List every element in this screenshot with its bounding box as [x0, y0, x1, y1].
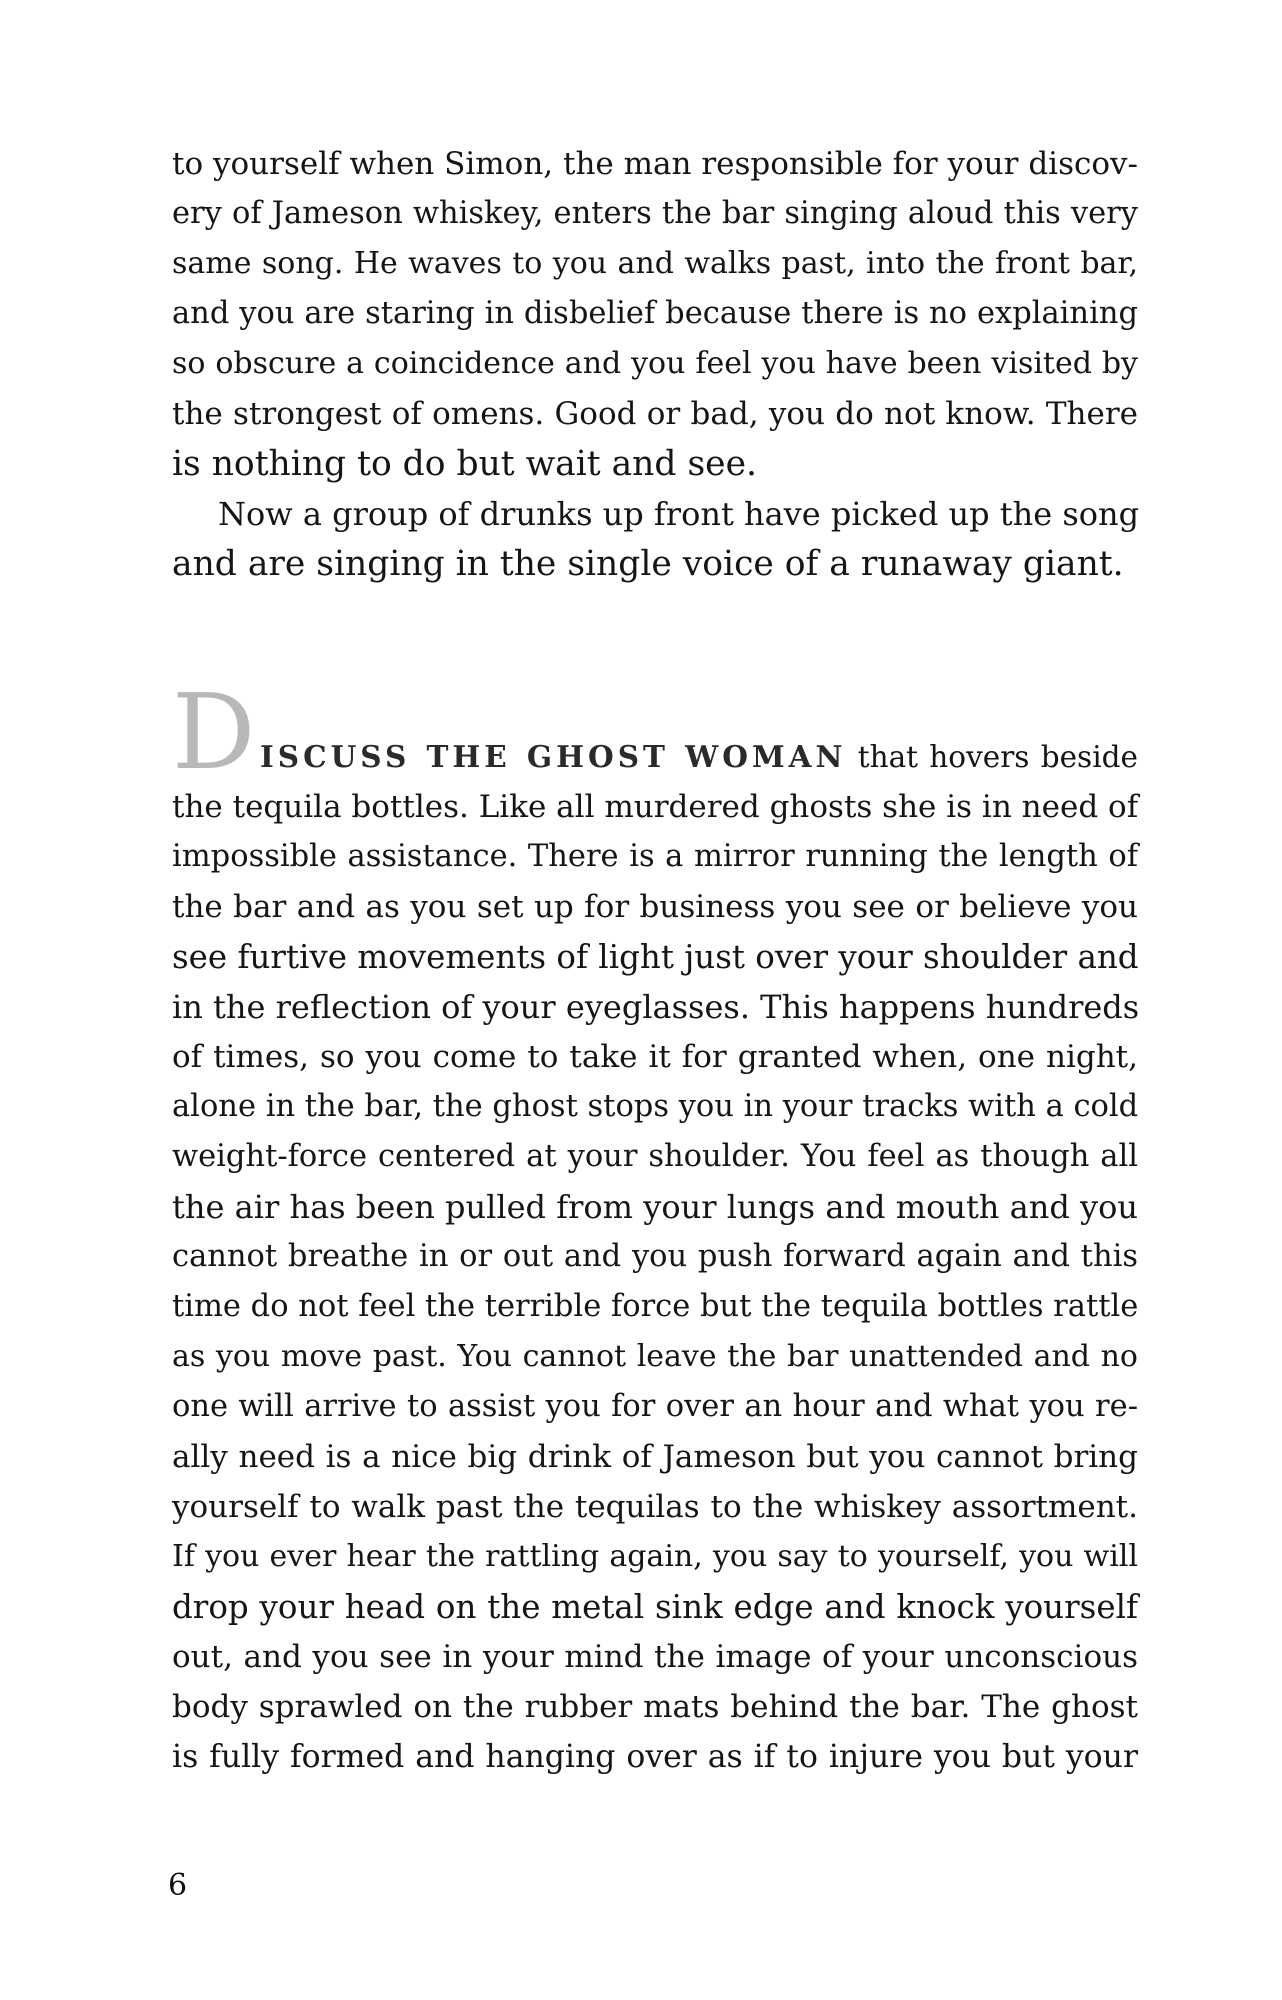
opening-line-rest: that hovers beside — [857, 740, 1138, 774]
text-line: ally need is a nice big drink of Jameson but you cannot bring — [172, 1439, 1138, 1475]
top-paragraphs — [172, 139, 1138, 589]
section-opening-line — [172, 732, 1138, 782]
text-line: yourself to walk past the tequilas to the whiskey assortment. — [172, 1489, 1138, 1525]
text-line: the tequila bottles. Like all murdered ghosts she is in need of — [172, 789, 1139, 825]
ghost-paragraph — [172, 732, 1138, 1782]
text-line: the strongest of omens. Good or bad, you do not know. There — [172, 396, 1138, 432]
text-line: body sprawled on the rubber mats behind the bar. The ghost — [172, 1689, 1138, 1725]
text-line: as you move past. You cannot leave the bar unattended and no — [172, 1339, 1138, 1374]
text-line: of times, so you come to take it for granted when, one night, — [172, 1039, 1138, 1075]
text-line: is fully formed and hanging over as if to injure you but your — [172, 1739, 1138, 1775]
text-line: ery of Jameson whiskey, enters the bar singing aloud this very — [172, 196, 1138, 231]
text-line: the air has been pulled from your lungs and mouth and you — [172, 1188, 1138, 1226]
text-line: the bar and as you set up for business you see or believe you — [172, 889, 1138, 925]
small-caps-lead: ISCUSS THE GHOST WOMAN — [260, 739, 847, 774]
page-number: 6 — [168, 1868, 188, 1903]
text-line: same song. He waves to you and walks past, into the front bar, — [172, 246, 1138, 281]
text-line: Now a group of drunks up front have picked up the song — [218, 495, 1140, 533]
drop-cap: D — [172, 671, 256, 793]
text-line: and are singing in the single voice of a runaway giant. — [172, 544, 1124, 584]
text-line: to yourself when Simon, the man responsible for your discov- — [172, 146, 1138, 182]
text-line: If you ever hear the rattling again, you say to yourself, you will — [172, 1539, 1138, 1574]
text-line: in the reflection of your eyeglasses. This happens hundreds — [172, 988, 1140, 1026]
text-line: out, and you see in your mind the image of your unconscious — [172, 1639, 1138, 1675]
text-line: so obscure a coincidence and you feel you have been visited by — [172, 346, 1138, 381]
text-line: time do not feel the terrible force but the tequila bottles rattle — [172, 1289, 1139, 1324]
text-line: and you are staring in disbelief because there is no explaining — [172, 296, 1138, 331]
text-line: impossible assistance. There is a mirror running the length of — [172, 839, 1138, 874]
text-line: see furtive movements of light just over your shoulder and — [172, 938, 1139, 976]
text-line: weight-force centered at your shoulder. You feel as though all — [172, 1139, 1138, 1174]
text-line: drop your head on the metal sink edge and knock yourself — [172, 1588, 1138, 1626]
text-line: alone in the bar, the ghost stops you in your tracks with a cold — [172, 1089, 1139, 1124]
text-line: is nothing to do but wait and see. — [172, 444, 757, 484]
text-line: cannot breathe in or out and you push forward again and this — [172, 1239, 1138, 1274]
text-line: one will arrive to assist you for over an hour and what you re- — [172, 1389, 1138, 1424]
